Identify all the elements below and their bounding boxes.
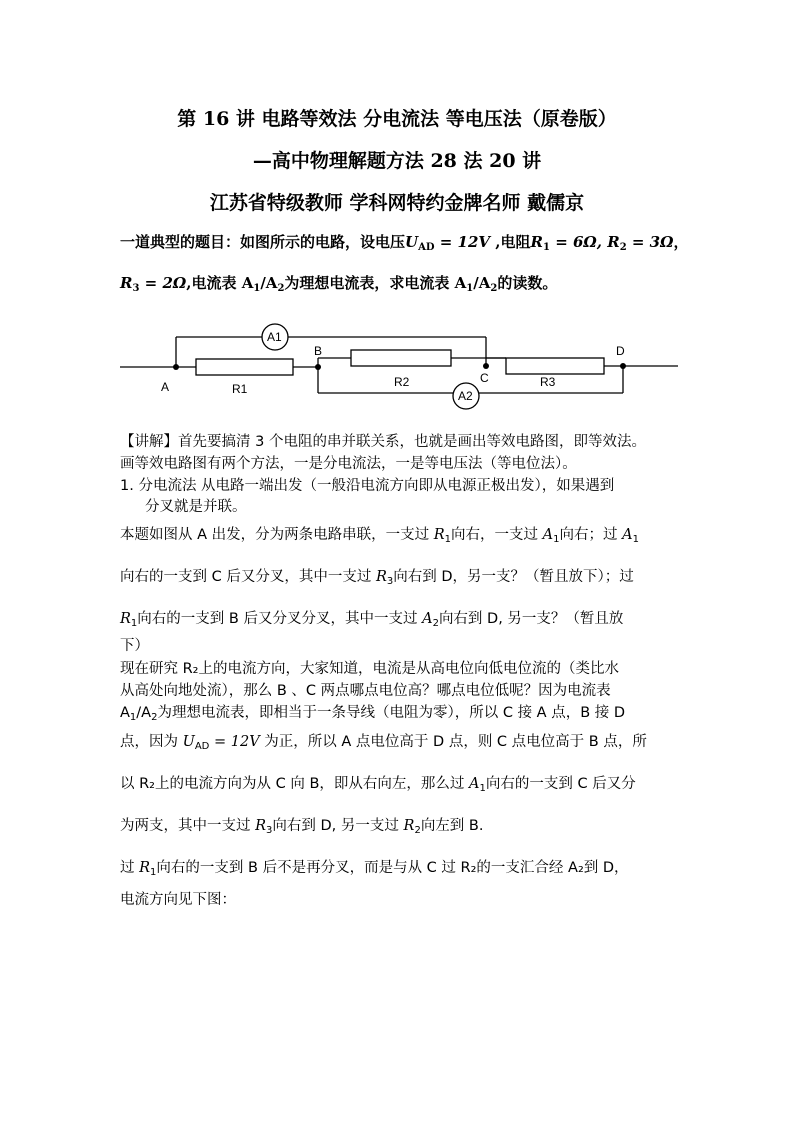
- author-line: 江苏省特级教师 学科网特约金牌名师 戴儒京: [209, 192, 585, 214]
- circuit-diagram: [118, 318, 678, 418]
- para4-line-2: 从高处向地处流），那么 B 、C 两点哪点电位高？哪点电位低呢？因为电流表: [120, 683, 611, 699]
- para4-line-3: $A_1/A_2$为理想电流表，即相当于一条导线（电阻为零），所以 C 接 A 点，B 接 D: [120, 705, 626, 723]
- para4-line-6: 为两支，其中一支过 $R_3$向右到 D, 另一支过 $R_2$向左到 B.: [120, 818, 484, 836]
- para5-line-1: 过 $R_1$向右的一支到 B 后不是再分叉，而是与从 C 过 R₂的一支汇合经 A₂到 D，: [120, 860, 629, 878]
- lecture-title: 第 16 讲 电路等效法 分电流法 等电压法（原卷版）: [177, 108, 617, 130]
- para3-line-3: $R_1$向右的一支到 B 后又分叉分叉，其中一支过 $A_2$向右到 D, 另一支？（暂且放: [120, 611, 624, 629]
- para4-line-5: 以 R₂上的电流方向为从 C 向 B，即从右向左，那么过 $A_1$向右的一支到 C 后又分: [120, 776, 636, 794]
- label-b: B: [314, 344, 323, 358]
- explain-line-2: 画等效电路图有两个方法，一是分电流法，一是等电压法（等电位法）。: [120, 456, 577, 472]
- node-a: [173, 364, 179, 370]
- para3-line-1: 本题如图从 A 出发，分为两条电路串联，一支过 $R_1$向右，一支过 $A_1$向右；过 $A_1$: [120, 527, 639, 545]
- node-c: [483, 363, 489, 369]
- node-b: [315, 364, 321, 370]
- lecture-subtitle: —高中物理解题方法 28 法 20 讲: [252, 150, 542, 172]
- problem-line-2: $R_3 = 2\Omega$,电流表 $A_1/A_2$为理想电流表，求电流表 $A_1/A_2$的读数。: [120, 274, 558, 294]
- explain-line-1: 【讲解】首先要搞清 3 个电阻的串并联关系，也就是画出等效电路图，即等效法。: [120, 434, 646, 450]
- para4-line-1: 现在研究 R₂上的电流方向，大家知道，电流是从高电位向低电位流的（类比水: [120, 661, 619, 677]
- method-line-1: 1. 分电流法 从电路一端出发（一般沿电流方向即从电源正极出发），如果遇到: [120, 478, 615, 494]
- label-a: A: [161, 380, 170, 394]
- label-a1: A1: [267, 330, 282, 344]
- method-line-2: 分叉就是并联。: [145, 499, 247, 515]
- label-c: C: [480, 371, 489, 385]
- resistor-r1: [196, 359, 293, 375]
- para3-line-2: 向右的一支到 C 后又分叉，其中一支过 $R_3$向右到 D，另一支？（暂且放下）；过: [120, 569, 634, 587]
- resistor-r2: [351, 350, 451, 366]
- resistor-r3: [506, 358, 604, 374]
- label-r3: R3: [540, 375, 556, 389]
- para3-line-4: 下）: [120, 638, 149, 654]
- label-r2: R2: [394, 375, 410, 389]
- label-a2: A2: [458, 389, 473, 403]
- problem-line-1: 一道典型的题目：如图所示的电路，设电压$U_{AD} = 12V$ ,电阻$R_1 = 6\Omega$, $R_2 = 3\Omega$，: [120, 233, 689, 253]
- para4-line-4: 点，因为 $U_{AD} = 12V$ 为正，所以 A 点电位高于 D 点，则 C 点电位高于 B 点，所: [120, 734, 647, 752]
- label-r1: R1: [232, 382, 248, 396]
- label-d: D: [616, 344, 625, 358]
- para5-line-2: 电流方向见下图：: [120, 892, 236, 908]
- node-d: [620, 363, 626, 369]
